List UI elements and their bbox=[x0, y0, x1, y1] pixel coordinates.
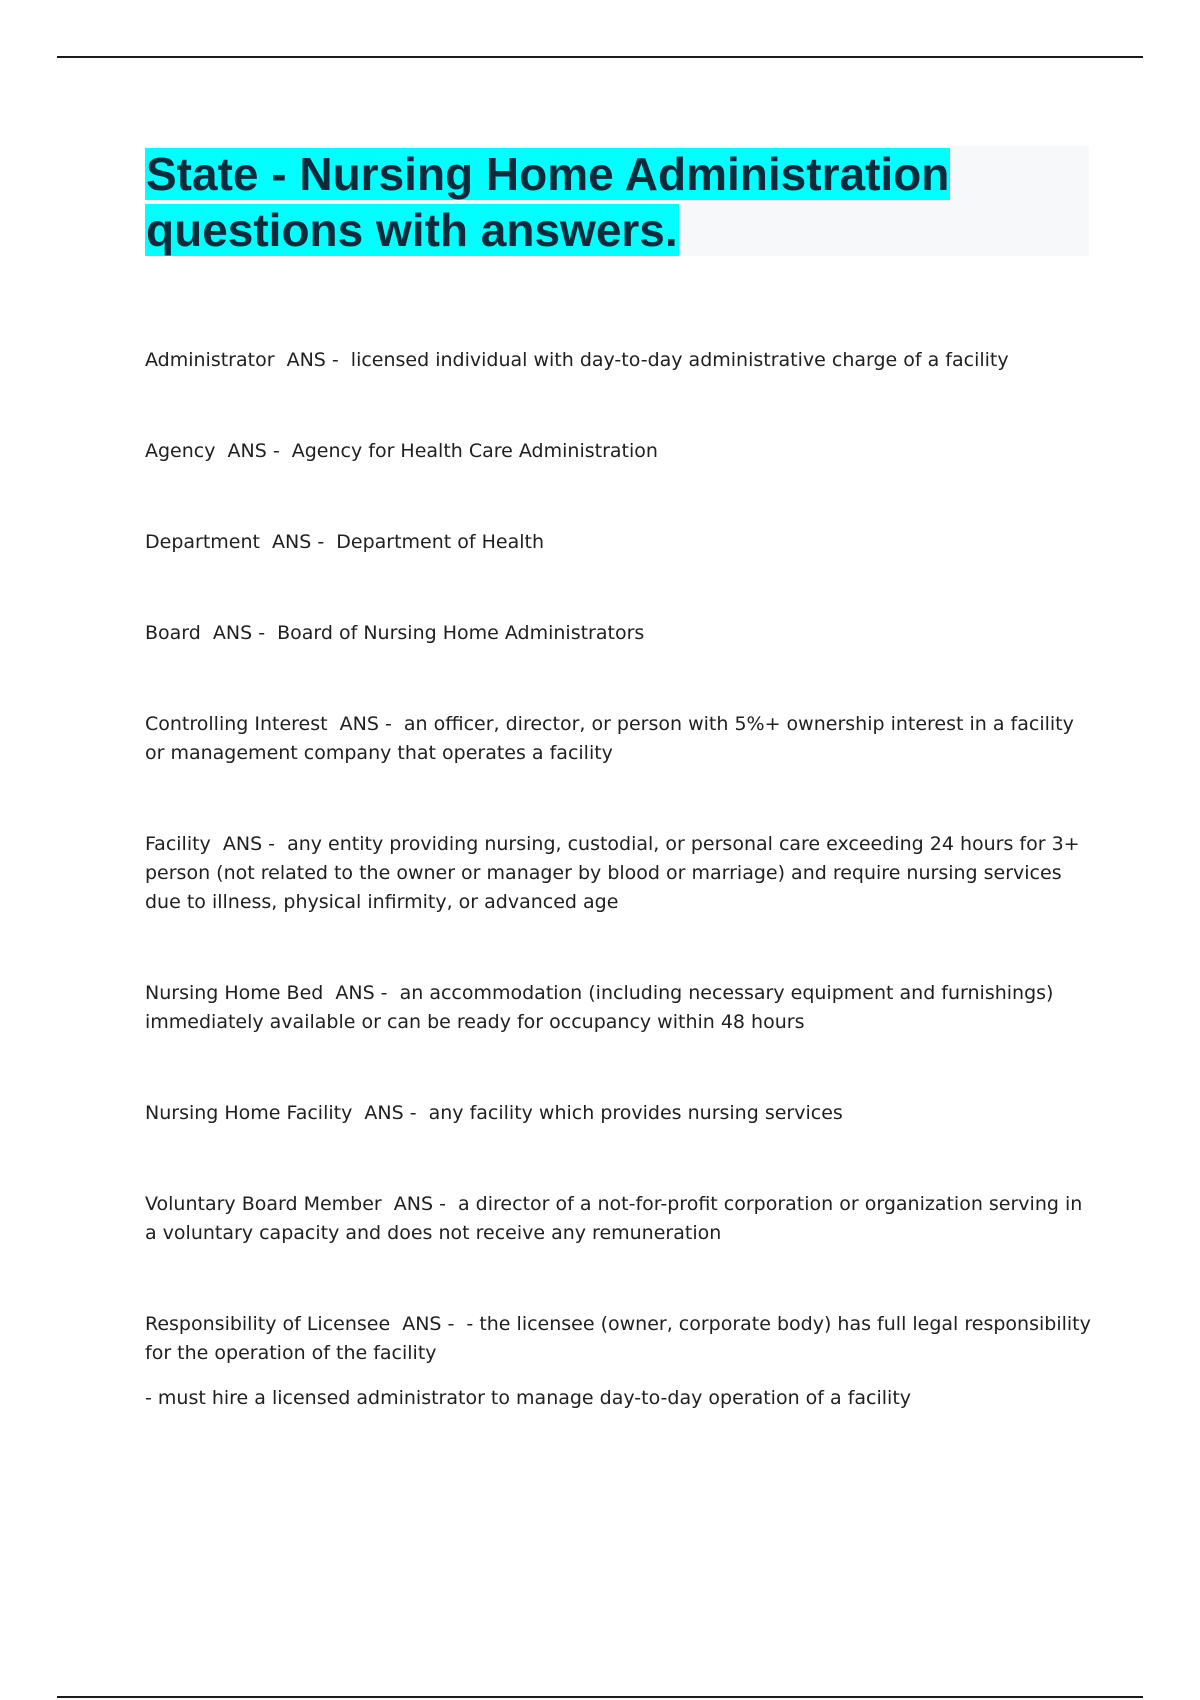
qa-answer: Agency for Health Care Administration bbox=[291, 440, 658, 462]
qa-term: Nursing Home Facility bbox=[145, 1102, 353, 1124]
qa-item-board bbox=[145, 619, 1095, 648]
ans-label: ANS - bbox=[402, 1313, 455, 1335]
qa-term: Administrator bbox=[145, 349, 275, 371]
qa-term: Agency bbox=[145, 440, 216, 462]
qa-term: Nursing Home Bed bbox=[145, 982, 324, 1004]
ans-label: ANS - bbox=[286, 349, 339, 371]
qa-term: Voluntary Board Member bbox=[145, 1193, 382, 1215]
bottom-rule bbox=[57, 1696, 1143, 1698]
qa-answer: an officer, director, or person with 5%+ ownership interest in a facility or management company that operates a facility bbox=[145, 713, 1074, 764]
qa-term: Responsibility of Licensee bbox=[145, 1313, 391, 1335]
title-block bbox=[145, 146, 1089, 256]
qa-answer: any entity providing nursing, custodial, or personal care exceeding 24 hours for 3+ person (not related to the owner or manager by blood or marriage) and require nursing services due to illness, physical infirmity, or advanced age bbox=[145, 833, 1080, 913]
qa-answer: an accommodation (including necessary equipment and furnishings) immediately available or can be ready for occupancy within 48 hours bbox=[145, 982, 1054, 1033]
qa-answer: - the licensee (owner, corporate body) has full legal responsibility for the operation of the facility bbox=[145, 1313, 1091, 1364]
qa-list bbox=[145, 346, 1095, 1475]
qa-term: Facility bbox=[145, 833, 211, 855]
qa-item-agency bbox=[145, 437, 1095, 466]
page-title-line-2: questions with answers. bbox=[146, 204, 678, 256]
qa-answer: any facility which provides nursing services bbox=[428, 1102, 843, 1124]
ans-label: ANS - bbox=[339, 713, 392, 735]
qa-item-voluntary-board-member bbox=[145, 1190, 1095, 1248]
page-title bbox=[145, 146, 1089, 258]
qa-answer: Board of Nursing Home Administrators bbox=[277, 622, 645, 644]
qa-item-nursing-home-bed bbox=[145, 979, 1095, 1037]
qa-item-facility bbox=[145, 830, 1095, 917]
ans-label: ANS - bbox=[393, 1193, 446, 1215]
qa-answer: a director of a not-for-profit corporation or organization serving in a voluntary capacity and does not receive any remuneration bbox=[145, 1193, 1083, 1244]
ans-label: ANS - bbox=[364, 1102, 417, 1124]
qa-answer-continued: - must hire a licensed administrator to manage day-to-day operation of a facility bbox=[145, 1387, 912, 1409]
qa-item-nursing-home-facility bbox=[145, 1099, 1095, 1128]
qa-answer: Department of Health bbox=[336, 531, 545, 553]
top-rule bbox=[57, 56, 1143, 58]
qa-term: Controlling Interest bbox=[145, 713, 328, 735]
ans-label: ANS - bbox=[335, 982, 388, 1004]
qa-answer: licensed individual with day-to-day administrative charge of a facility bbox=[350, 349, 1009, 371]
ans-label: ANS - bbox=[272, 531, 325, 553]
qa-term: Department bbox=[145, 531, 260, 553]
ans-label: ANS - bbox=[212, 622, 266, 644]
qa-item-department bbox=[145, 528, 1095, 557]
page-title-line-1: State - Nursing Home Administration bbox=[146, 148, 950, 200]
ans-label: ANS - bbox=[222, 833, 276, 855]
qa-item-administrator bbox=[145, 346, 1095, 375]
qa-item-controlling-interest bbox=[145, 710, 1095, 768]
qa-item-responsibility-of-licensee bbox=[145, 1310, 1095, 1413]
qa-term: Board bbox=[145, 622, 201, 644]
ans-label: ANS - bbox=[227, 440, 280, 462]
